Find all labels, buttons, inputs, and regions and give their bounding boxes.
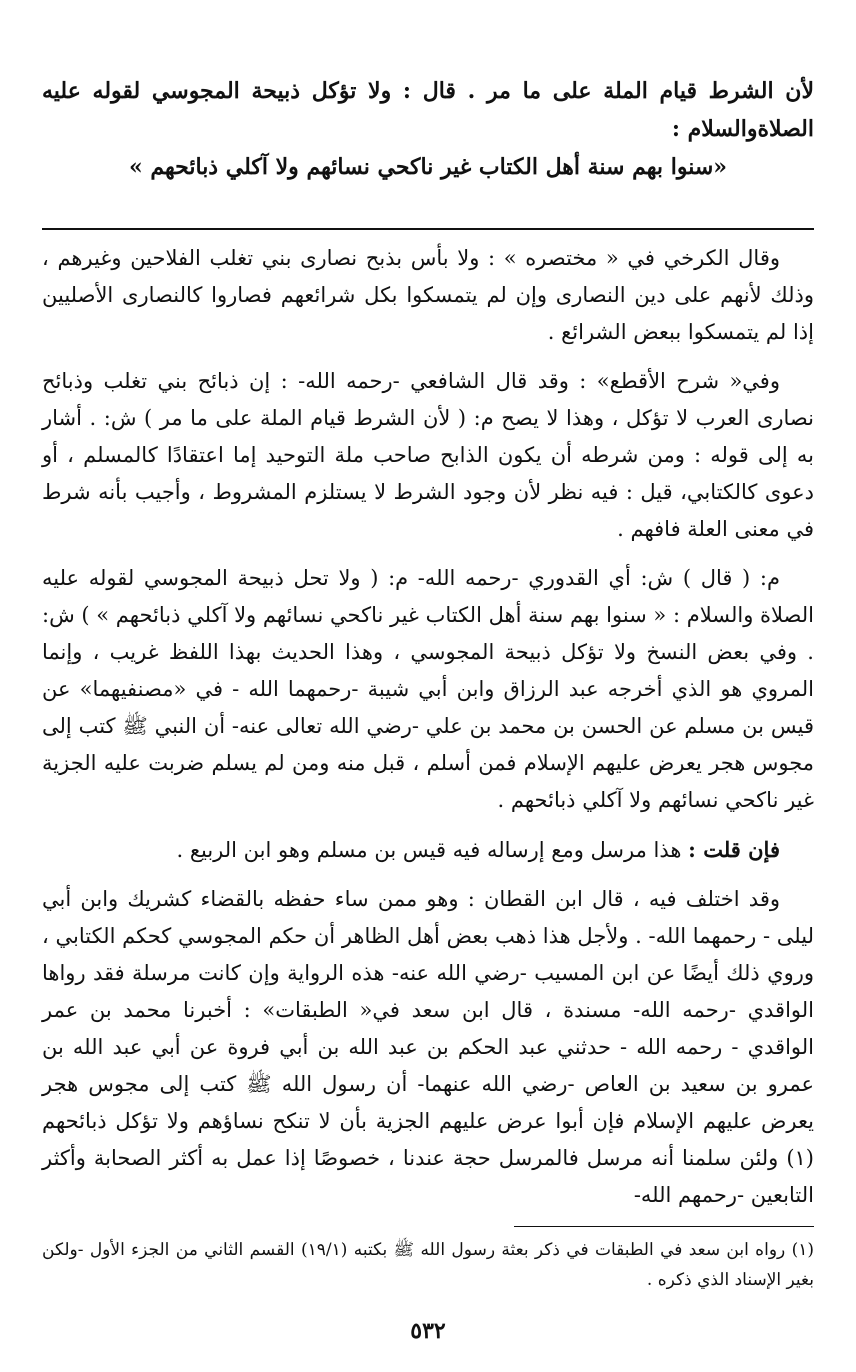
matn-heading [42, 72, 814, 186]
paragraph-karkhi: وقال الكرخي في « مختصره » : ولا بأس بذبح نصارى بني تغلب الفلاحين وغيرهم ، وذلك لأنهم على دين النصارى وإن لم يتمسكوا بكل شرائعهم فصاروا كالنصارى الأصليين إذا لم يتمسكوا ببعض الشرائع . [42, 246, 814, 344]
matn-line-2: «سنوا بهم سنة أهل الكتاب غير ناكحي نسائهم ولا آكلي ذبائحهم » [128, 154, 728, 180]
paragraph-ikhtilaf: وقد اختلف فيه ، قال ابن القطان : وهو ممن ساء حفظه بالقضاء كشريك وابن أبي ليلى - رحمهما الله- . ولأجل هذا ذهب بعض أهل الظاهر أن حكم المجوسي كحكم الكتابي ، وروي ذلك أيضًا عن ابن المسيب -رضي الله عنه- هذه الرواية وإن كانت مرسلة فقد رواها الواقدي -رحمه الله- مسندة ، قال ابن سعد في« الطبقات» : أخبرنا محمد بن عمر الواقدي - رحمه الله - حدثني عبد الحكم بن عبد الله بن أبي فروة عن أبي عبد الله بن عمرو بن سعيد بن العاص -رضي الله عنهما- أن رسول الله ﷺ كتب إلى مجوس هجر يعرض عليهم الإسلام فإن أبوا عرض عليهم الجزية بأن لا تنكح نساؤهم ولا تؤكل ذبائحهم (١) ولئن سلمنا أنه مرسل فالمرسل حجة عندنا ، خصوصًا إذا عمل به أكثر الصحابة وأكثر التابعين -رحمهم الله- [42, 887, 814, 1207]
page-number: ٥٣٢ [410, 1318, 446, 1344]
footnote-rule [514, 1226, 814, 1227]
fain-qult-text: هذا مرسل ومع إرساله فيه قيس بن مسلم وهو ابن الربيع . [176, 838, 689, 862]
separator-rule [42, 228, 814, 230]
matn-line-1: لأن الشرط قيام الملة على ما مر . قال : ولا تؤكل ذبيحة المجوسي لقوله عليه الصلاةوالسلام : [42, 78, 814, 142]
footnote: (١) رواه ابن سعد في الطبقات في ذكر بعثة رسول الله ﷺ بكتبه (١٩/١) القسم الثاني من الجزء الأول -ولكن بغير الإسناد الذي ذكره . [42, 1240, 814, 1290]
paragraph-fain-qult [42, 831, 814, 869]
fain-qult-lead: فإن قلت : [688, 837, 780, 862]
paragraph-aqta: وفي« شرح الأقطع» : وقد قال الشافعي -رحمه الله- : إن ذبائح بني تغلب وذبائح نصارى العرب لا تؤكل ، وهذا لا يصح م: ( لأن الشرط قيام الملة على ما مر ) ش: . أشار به إلى قوله : ومن شرطه أن يكون الذابح صاحب ملة التوحيد إما اعتقادًا كالمسلم ، أو دعوى كالكتابي، قيل : فيه نظر لأن وجود الشرط لا يستلزم المشروط ، وأجيب بأنه شرط في معنى العلة فافهم . [42, 369, 814, 541]
paragraph-qudury: م: ( قال ) ش: أي القدوري -رحمه الله- م: ( ولا تحل ذبيحة المجوسي لقوله عليه الصلاة والسلام : « سنوا بهم سنة أهل الكتاب غير ناكحي نسائهم ولا آكلي ذبائحهم » ) ش: . وفي بعض النسخ ولا تؤكل ذبيحة المجوسي ، وهذا الحديث بهذا اللفظ غريب ، وإنما المروي هو الذي أخرجه عبد الرزاق وابن أبي شيبة -رحمهما الله - في «مصنفيهما» عن قيس بن مسلم عن الحسن بن محمد بن علي -رضي الله تعالى عنه- أن النبي ﷺ كتب إلى مجوس هجر يعرض عليهم الإسلام فمن أسلم ، قبل منه ومن لم يسلم ضربت عليه الجزية غير ناكحي نسائهم ولا آكلي ذبائحهم . [42, 566, 814, 812]
